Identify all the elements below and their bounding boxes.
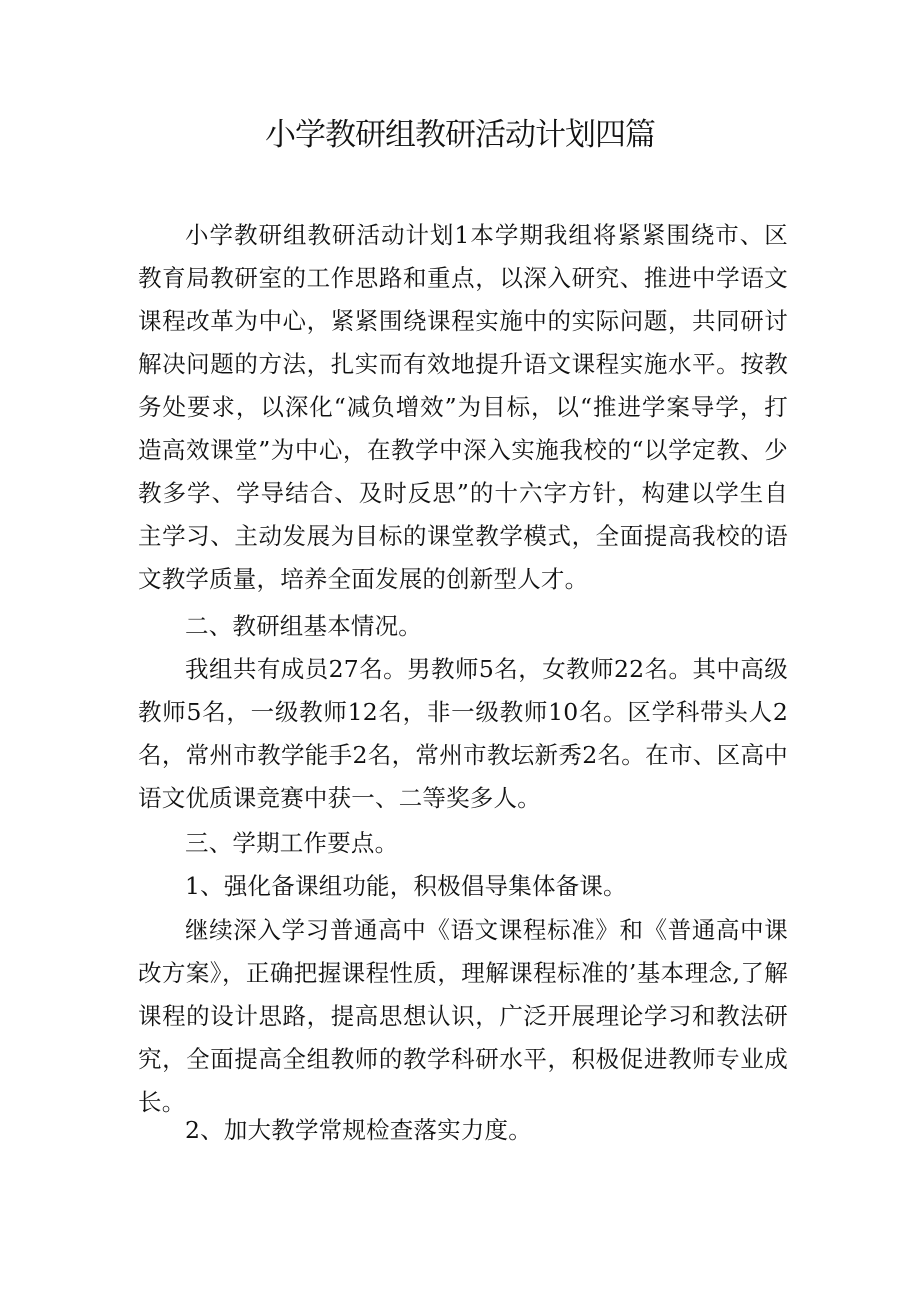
paragraph-members (138, 648, 788, 820)
subheading-routine-check (138, 1109, 788, 1152)
heading-text: 二、教研组基本情况。 (185, 612, 422, 640)
paragraph-text: 继续深入学习普通高中《语文课程标准》和《普通高中课改方案》，正确把握课程性质，理解课程标准的’基本理念,了解课程的设计思路，提高思想认识，广泛开展理论学习和教法研究，全面提高全组教师的教学科研水平，积极促进教师专业成长。 (138, 916, 788, 1116)
subheading-lesson-prep (138, 865, 788, 908)
paragraph-text: 小学教研组教研活动计划1本学期我组将紧紧围绕市、区教育局教研室的工作思路和重点，以深入研究、推进中学语文课程改革为中心，紧紧围绕课程实施中的实际问题，共同研讨解决问题的方法，扎实而有效地提升语文课程实施水平。按教务处要求，以深化“减负增效”为目标，以“推进学案导学，打造高效课堂”为中心，在教学中深入实施我校的“以学定教、少教多学、学导结合、及时反思”的十六字方针，构建以学生自主学习、主动发展为目标的课堂教学模式，全面提高我校的语文教学质量，培养全面发展的创新型人才。 (138, 221, 788, 593)
section-heading-work-points (138, 822, 788, 865)
heading-text: 1、强化备课组功能，积极倡导集体备课。 (185, 872, 627, 900)
heading-text: 2、加大教学常规检查落实力度。 (185, 1116, 532, 1144)
paragraph-study (138, 909, 788, 1124)
heading-text: 三、学期工作要点。 (185, 829, 399, 857)
paragraph-text: 我组共有成员27名。男教师5名，女教师22名。其中高级教师5名，一级教师12名，非一级教师10名。区学科带头人2名，常州市教学能手2名，常州市教坛新秀2名。在市、区高中语文优质课竞赛中获一、二等奖多人。 (138, 655, 788, 812)
document-title: 小学教研组教研活动计划四篇 (265, 117, 655, 153)
section-heading-basic-info (138, 605, 788, 648)
paragraph-intro (138, 214, 788, 601)
